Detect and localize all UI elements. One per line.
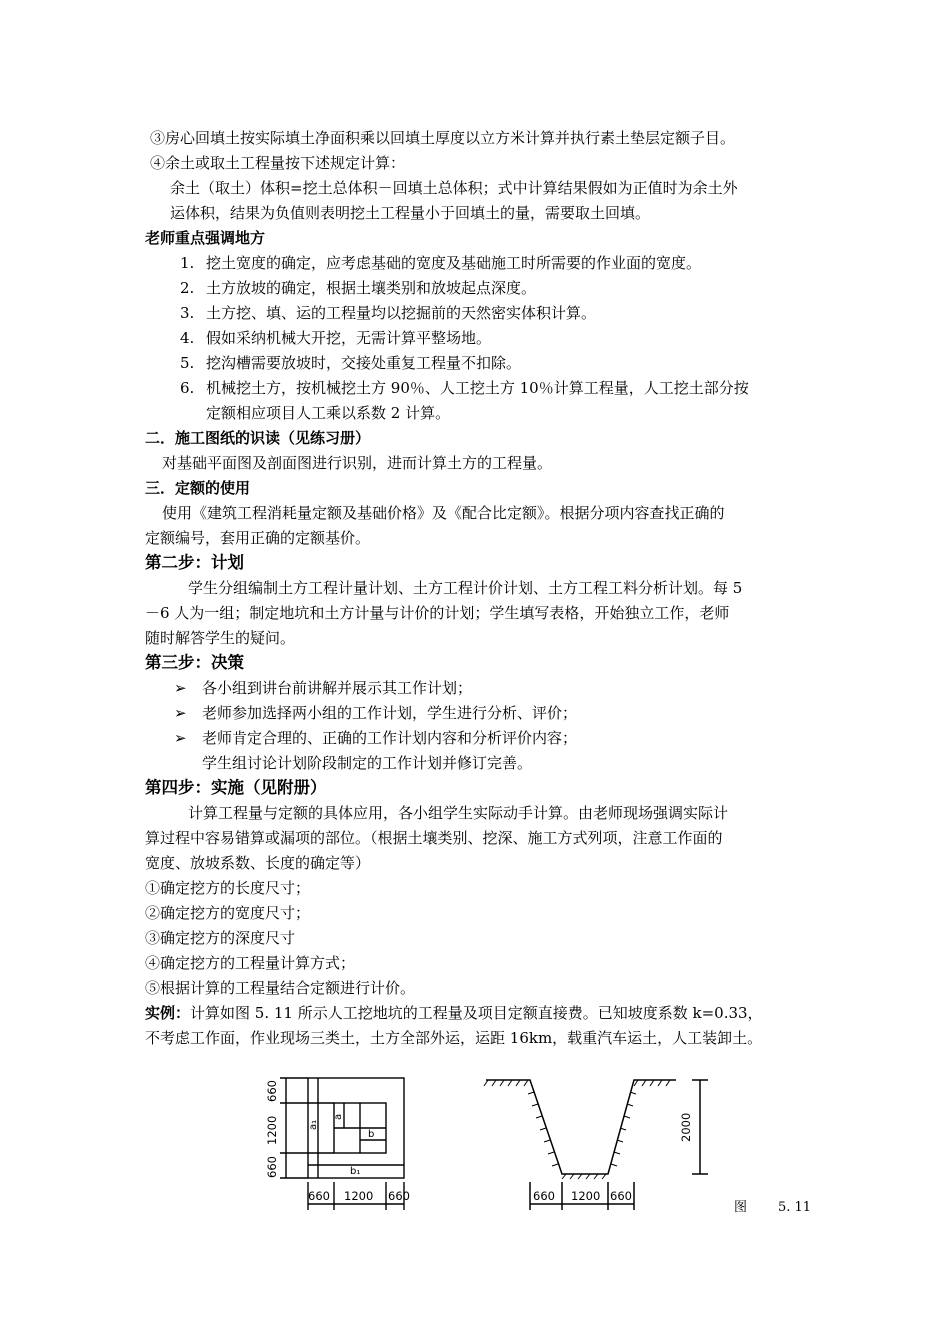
item-text: 挖沟槽需要放坡时，交接处重复工程量不扣除。: [206, 354, 522, 372]
item-number: 1.: [180, 254, 195, 272]
step-3-heading: 第三步：决策: [145, 653, 244, 672]
plan-label-a1: a₁: [308, 1119, 319, 1130]
item-number: 4.: [180, 329, 195, 347]
plan-label-b: b: [368, 1129, 375, 1140]
section-dim-bottom-left: 660: [533, 1189, 555, 1203]
procedure-step: ④确定挖方的工程量计算方式；: [145, 954, 356, 972]
step-4-line-2: 算过程中容易错算或漏项的部位。（根据土壤类别、挖深、施工方式列项，注意工作面的: [145, 829, 723, 847]
item-text: 假如采纳机械大开挖，无需计算平整场地。: [206, 329, 492, 347]
bullet-text: 各小组到讲台前讲解并展示其工作计划；: [202, 679, 473, 697]
item-number: 3.: [180, 304, 195, 322]
step-3-cont: 学生组讨论计划阶段制定的工作计划并修订完善。: [202, 754, 533, 772]
item-text: 挖土宽度的确定，应考虑基础的宽度及基础施工时所需要的作业面的宽度。: [206, 254, 702, 272]
bullet-item: [174, 678, 472, 698]
plan-dim-bottom-mid: 1200: [344, 1189, 374, 1203]
emphasis-item-6-cont: 定额相应项目人工乘以系数 2 计算。: [206, 404, 451, 422]
plan-dim-bottom-right: 660: [388, 1189, 410, 1203]
emphasis-item: [180, 253, 701, 273]
plan-dim-left-mid: 1200: [265, 1115, 279, 1145]
procedure-step: ②确定挖方的宽度尺寸；: [145, 904, 311, 922]
step-2-line-3: 随时解答学生的疑问。: [145, 629, 296, 647]
item-text: 土方挖、填、运的工程量均以挖掘前的天然密实体积计算。: [206, 304, 597, 322]
pit-section-profile: [486, 1080, 676, 1174]
plan-dim-bottom-left: 660: [308, 1189, 330, 1203]
section-3-line-2: 定额编号，套用正确的定额基价。: [145, 529, 371, 547]
step-4-line-1: 计算工程量与定额的具体应用，各小组学生实际动手计算。由老师现场强调实际计: [188, 804, 729, 822]
section-dim-height: 2000: [679, 1112, 693, 1142]
item-number: 5.: [180, 354, 195, 372]
procedure-step: ①确定挖方的长度尺寸；: [145, 879, 311, 897]
arrow-bullet-icon: ➢: [174, 704, 187, 722]
emphasis-item: [180, 278, 536, 298]
bullet-item: [174, 728, 577, 748]
plan-label-a: a: [333, 1113, 344, 1120]
example-line-1: [145, 1003, 763, 1023]
emphasis-heading: 老师重点强调地方: [145, 229, 266, 247]
section-3-heading: 三．定额的使用: [145, 479, 251, 497]
procedure-step: ⑤根据计算的工程量结合定额进行计价。: [145, 979, 416, 997]
section-2-heading: 二．施工图纸的识读（见练习册）: [145, 429, 371, 447]
figure-caption-number: 5. 11: [778, 1200, 812, 1215]
step-2-heading: 第二步：计划: [145, 553, 244, 572]
rule-3: ③房心回填土按实际填土净面积乘以回填土厚度以立方米计算并执行素土垫层定额子目。: [150, 129, 736, 147]
emphasis-item: [180, 353, 521, 373]
item-text: 土方放坡的确定，根据土壤类别和放坡起点深度。: [206, 279, 537, 297]
plan-label-b1: b₁: [350, 1166, 361, 1177]
bullet-text: 老师肯定合理的、正确的工作计划内容和分析评价内容；: [202, 729, 578, 747]
bullet-text: 老师参加选择两小组的工作计划，学生进行分析、评价；: [202, 704, 578, 722]
item-text: 机械挖土方，按机械挖土方 90％、人工挖土方 10％计算工程量，人工挖土部分按: [206, 379, 749, 397]
step-2-line-1: 学生分组编制土方工程计量计划、土方工程计价计划、土方工程工料分析计划。每 5: [188, 579, 743, 597]
emphasis-item: [180, 303, 596, 323]
emphasis-item: [180, 328, 491, 348]
section-3-line-1: 使用《建筑工程消耗量定额及基础价格》及《配合比定额》。根据分项内容查找正确的: [162, 504, 725, 522]
figure-caption-word: 图: [734, 1200, 748, 1215]
plan-dim-left-bot: 660: [265, 1156, 279, 1178]
arrow-bullet-icon: ➢: [174, 729, 187, 747]
step-4-line-3: 宽度、放坡系数、长度的确定等）: [145, 854, 371, 872]
procedure-step: ③确定挖方的深度尺寸: [145, 929, 296, 947]
emphasis-item: [180, 378, 749, 398]
pit-plan-figure: [262, 1070, 422, 1220]
example-text: 计算如图 5. 11 所示人工挖地坑的工程量及项目定额直接费。已知坡度系数 k=0.33，: [190, 1004, 763, 1022]
rule-4: ④余土或取土工程量按下述规定计算：: [150, 154, 406, 172]
section-dim-bottom-right: 660: [610, 1189, 632, 1203]
section-2-text: 对基础平面图及剖面图进行识别，进而计算土方的工程量。: [162, 454, 553, 472]
plan-dim-left-top: 660: [265, 1080, 279, 1102]
step-2-line-2: －6 人为一组；制定地坑和土方计量与计价的计划；学生填写表格，开始独立工作，老师: [145, 604, 730, 622]
step-4-heading: 第四步：实施（见附册）: [145, 778, 327, 797]
item-number: 6.: [180, 379, 195, 397]
item-number: 2.: [180, 279, 195, 297]
bullet-item: [174, 703, 577, 723]
example-line-2: 不考虑工作面，作业现场三类土，土方全部外运，运距 16km，载重汽车运土，人工装卸土。: [145, 1029, 763, 1047]
example-label: 实例：: [145, 1004, 191, 1022]
rule-4-line-2: 运体积，结果为负值则表明挖土工程量小于回填土的量，需要取土回填。: [170, 204, 651, 222]
pit-section-figure: [480, 1070, 720, 1220]
section-dim-bottom-mid: 1200: [571, 1189, 601, 1203]
arrow-bullet-icon: ➢: [174, 679, 187, 697]
rule-4-line-1: 余土（取土）体积=挖土总体积－回填土总体积；式中计算结果假如为正值时为余土外: [170, 179, 738, 197]
